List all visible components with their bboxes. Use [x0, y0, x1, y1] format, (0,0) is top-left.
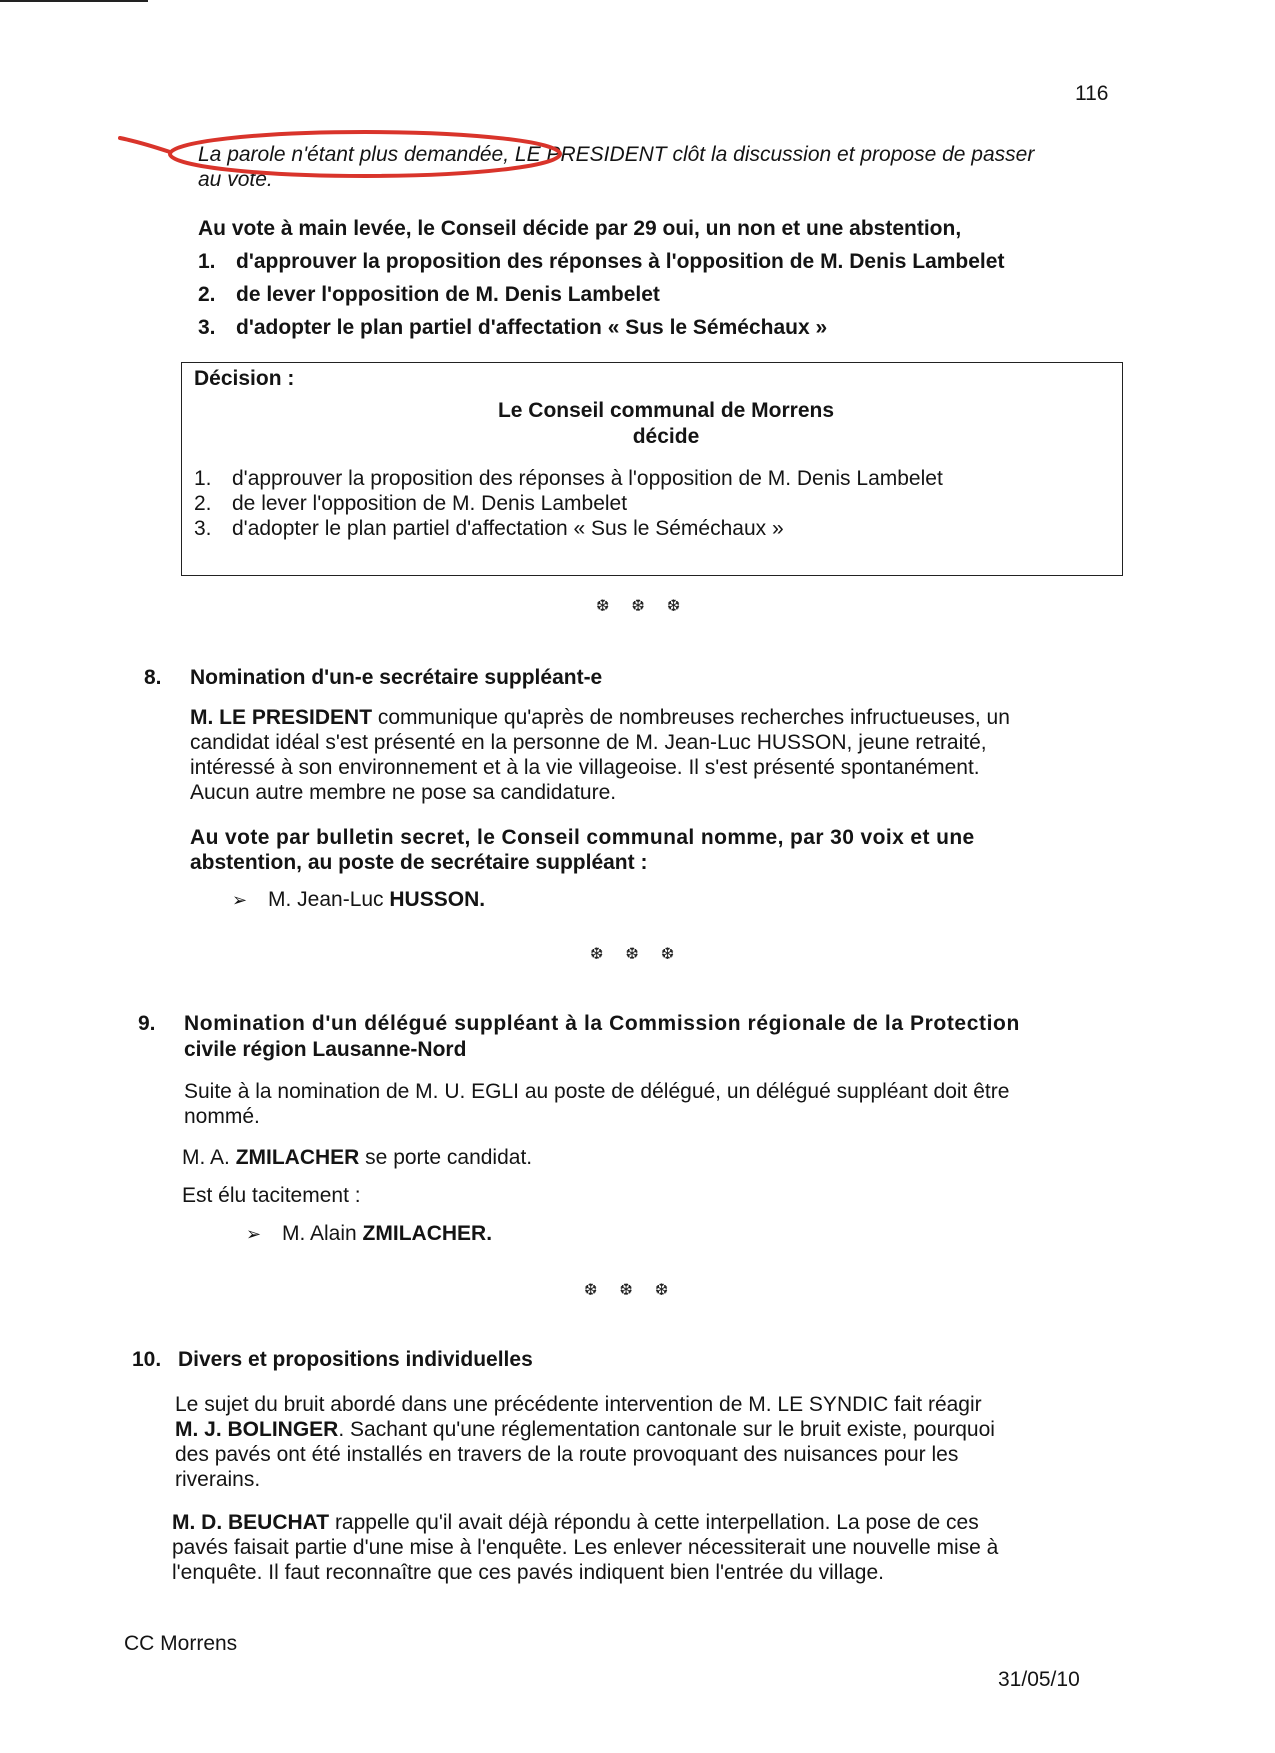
- vote-result: Au vote à main levée, le Conseil décide par 29 oui, un non et une abstention,: [198, 217, 962, 240]
- section-8-para-line-2: candidat idéal s'est présenté en la personne de M. Jean-Luc HUSSON, jeune retraité,: [190, 731, 987, 754]
- section-10-para1-line-4: riverains.: [175, 1468, 261, 1491]
- intro-rest: LE PRESIDENT clôt la discussion et propose de passer: [509, 143, 1035, 166]
- section-9-elected-label: Est élu tacitement :: [182, 1184, 361, 1207]
- decision-box: [181, 362, 1123, 576]
- section-8-number: 8.: [144, 666, 162, 689]
- section-separator: ❆❆❆: [590, 946, 697, 963]
- red-annotation-mark: [110, 128, 570, 188]
- section-9-candidate: M. A. ZMILACHER se porte candidat.: [182, 1146, 533, 1169]
- decision-title-2: décide: [632, 425, 700, 448]
- section-9-elected: ➢ M. Alain ZMILACHER.: [246, 1222, 493, 1245]
- scan-edge-mark: [0, 0, 148, 2]
- page-number: 116: [1075, 82, 1109, 105]
- section-9-para-line-2: nommé.: [184, 1105, 260, 1128]
- section-8-title: Nomination d'un-e secrétaire suppléant-e: [190, 666, 603, 689]
- section-8-elected: ➢ M. Jean-Luc HUSSON.: [232, 888, 486, 911]
- section-separator: ❆❆❆: [584, 1282, 691, 1299]
- section-10-number: 10.: [132, 1348, 162, 1371]
- annotated-phrase: La parole n'étant plus demandée,: [198, 143, 510, 166]
- section-8-para-line-1: M. LE PRESIDENT communique qu'après de nombreuses recherches infructueuses, un: [190, 706, 1010, 729]
- section-10-para2-line-1: M. D. BEUCHAT rappelle qu'il avait déjà répondu à cette interpellation. La pose de ces: [172, 1511, 979, 1534]
- decision-item-1: 1. d'approuver la proposition des réponses à l'opposition de M. Denis Lambelet: [194, 467, 943, 490]
- section-10-para1-line-2: M. J. BOLINGER. Sachant qu'une réglementation cantonale sur le bruit existe, pourquoi: [175, 1418, 995, 1441]
- vote-item-3: 3. d'adopter le plan partiel d'affectation « Sus le Séméchaux »: [198, 316, 828, 339]
- section-10-para2-line-2: pavés faisait partie d'une mise à l'enquête. Les enlever nécessiterait une nouvelle mise à: [172, 1536, 999, 1559]
- section-10-para1-line-1: Le sujet du bruit abordé dans une précédente intervention de M. LE SYNDIC fait réagir: [175, 1393, 982, 1416]
- vote-item-1: 1. d'approuver la proposition des réponses à l'opposition de M. Denis Lambelet: [198, 250, 1005, 273]
- footer-left: CC Morrens: [124, 1632, 238, 1655]
- section-9-title-line-1: Nomination d'un délégué suppléant à la Commission régionale de la Protection: [184, 1012, 1020, 1035]
- decision-item-2: 2. de lever l'opposition de M. Denis Lambelet: [194, 492, 628, 515]
- section-10-title: Divers et propositions individuelles: [178, 1348, 533, 1371]
- intro-continuation: au vote.: [198, 168, 273, 191]
- section-9-number: 9.: [138, 1012, 156, 1035]
- section-9-title-line-2: civile région Lausanne-Nord: [184, 1038, 467, 1061]
- vote-item-2: 2. de lever l'opposition de M. Denis Lambelet: [198, 283, 660, 306]
- section-10-para2-line-3: l'enquête. Il faut reconnaître que ces pavés indiquent bien l'entrée du village.: [172, 1561, 885, 1584]
- section-separator: ❆❆❆: [596, 598, 703, 615]
- section-8-para-line-3: intéressé à son environnement et à la vie villageoise. Il s'est présenté spontanément.: [190, 756, 980, 779]
- section-8-vote-line-2: abstention, au poste de secrétaire suppléant :: [190, 851, 648, 874]
- arrow-bullet-icon: ➢: [232, 890, 248, 910]
- decision-title-1: Le Conseil communal de Morrens: [497, 399, 835, 422]
- section-8-vote-line-1: Au vote par bulletin secret, le Conseil communal nomme, par 30 voix et une: [190, 826, 975, 849]
- decision-label: Décision :: [194, 367, 295, 390]
- section-8-para-line-4: Aucun autre membre ne pose sa candidature.: [190, 781, 617, 804]
- decision-item-3: 3. d'adopter le plan partiel d'affectation « Sus le Séméchaux »: [194, 517, 784, 540]
- arrow-bullet-icon: ➢: [246, 1224, 262, 1244]
- section-10-para1-line-3: des pavés ont été installés en travers de la route provoquant des nuisances pour les: [175, 1443, 959, 1466]
- section-9-para-line-1: Suite à la nomination de M. U. EGLI au poste de délégué, un délégué suppléant doit être: [184, 1080, 1010, 1103]
- footer-date: 31/05/10: [998, 1668, 1080, 1691]
